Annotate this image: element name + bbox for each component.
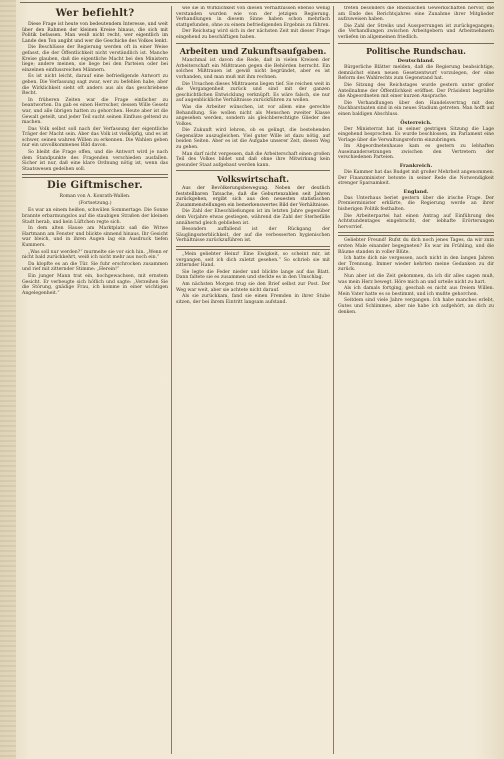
section-divider	[338, 232, 494, 236]
news-paragraph: Die Verhandlungen über den Handelsvertrag mit den Nachbarstaaten sind in ein neues Stadium getreten. Man hofft auf einen baldigen Abschluss.	[338, 100, 494, 117]
section-paragraph: Besonders auffallend ist der Rückgang der Säuglingssterblichkeit, der auf die verbesserten hygienischen Verhältnisse zurückzuführen ist.	[176, 227, 330, 244]
feuilleton-paragraph: Da klopfte es an die Tür. Sie fuhr erschrocken zusammen und rief mit zitternder Stimme: „Herein!“	[22, 261, 168, 273]
feuilleton-heading: Die Giftmischer.	[47, 180, 143, 192]
section-heading-politische-rundschau: Politische Rundschau.	[366, 46, 466, 57]
story-paragraph: Geliebter Freund! Rufst du dich noch jenes Tages, da wir zum ersten Male einander begegneten? Es war im Frühling, und die Bäume standen in voller Blüte.	[338, 238, 494, 255]
feuilleton-continuation: (Fortsetzung.)	[78, 201, 112, 207]
feuilleton-subtitle: Roman von A. Konrath-Wallen.	[59, 194, 131, 200]
story-paragraph: Sie legte die Feder nieder und blickte lange auf das Blatt. Dann faltete sie es zusammen und steckte es in den Umschlag.	[176, 269, 330, 281]
article-paragraph: Die Beschlüsse der Regierung werden oft in einer Weise gefasst, die der Öffentlichkeit nicht verständlich ist. Manche Kreise glauben, daß die eigentliche Macht bei den Ministern liege; andere meinen, sie liege bei den Parteien oder bei einzelnen einflussreichen Männern.	[22, 45, 168, 73]
column-3	[338, 6, 494, 754]
section-heading-volkswirtschaft: Volkswirtschaft.	[216, 174, 290, 185]
country-heading: Deutschland.	[397, 58, 435, 65]
article-paragraph: treten besonders die Rheinischen Gewerkschaften hervor, die am Ende des Berichtsjahres eine Zunahme ihrer Mitglieder aufzuweisen haben.	[338, 6, 494, 23]
page-binding-edge	[0, 0, 16, 759]
story-paragraph: Am nächsten Morgen trug sie den Brief selbst zur Post. Der Weg war weit, aber sie achtete nicht darauf.	[176, 281, 330, 293]
article-paragraph: Die Zahl der Streiks und Aussperrungen ist zurückgegangen; die Verhandlungen zwischen Arbeitgebern und Arbeitnehmern verliefen im allgemeinen friedlich.	[338, 23, 494, 40]
story-paragraph: Als ich damals fortging, geschah es nicht aus freiem Willen. Mein Vater hatte es so bestimmt, und ich mußte gehorchen.	[338, 286, 494, 297]
country-heading: England.	[403, 188, 429, 195]
country-heading: Frankreich.	[399, 163, 433, 170]
article-intro: Diese Frage ist heute von bedeutendem Interesse, und weit über den Rahmen der kleinen Kreise hinaus, die sich mit Politik befassen. Man weiß nicht recht, wer eigentlich im Lande den Ton angibt und wer die Geschicke des Volkes lenkt.	[22, 22, 168, 44]
article-paragraph: Die Zukunft wird lehren, ob es gelingt, die bestehenden Gegensätze auszugleichen. Viel guter Wille ist dazu nötig, auf beiden Seiten. Aber es ist die Aufgabe unserer Zeit, diesen Weg zu gehen.	[176, 128, 330, 151]
news-paragraph: Bürgerliche Blätter melden, daß die Regierung beabsichtige, demnächst einen neuen Gesetzentwurf vorzulegen, der eine Reform des Wahlrechts zum Gegenstand hat.	[338, 65, 494, 82]
article-heading-wer-befiehlt: Wer befiehlt?	[55, 8, 135, 19]
column-divider-2	[333, 6, 334, 754]
top-rule	[20, 2, 494, 3]
country-heading: Österreich.	[400, 119, 432, 126]
feuilleton-paragraph: Es war an einem heißen, schwülen Sommertage. Die Sonne brannte erbarmungslos auf die staubigen Straßen der kleinen Stadt herab, und kein Lüftchen regte sich.	[22, 208, 168, 225]
section-divider	[176, 246, 330, 250]
article-paragraph: So bleibt die Frage offen, und die Antwort wird je nach dem Standpunkte des Fragenden verschieden ausfallen. Sicher ist nur, daß eine klare Ordnung nötig ist, wenn das Staatswesen gedeihen soll.	[22, 150, 168, 172]
story-paragraph: Als sie zurückkam, fand sie einen Fremden in ihrer Stube sitzen, der bei ihrem Eintritt langsam aufstand.	[176, 294, 330, 305]
story-paragraph: „Mein geliebter Heinz! Eine Ewigkeit, so scheint mir, ist vergangen, seit ich dich zuletzt gesehen.“ So schrieb sie mit zitternder Hand.	[176, 251, 330, 269]
column-2	[176, 6, 330, 754]
news-paragraph: Der Ministerrat hat in seiner gestrigen Sitzung die Lage eingehend besprochen. Es wurde beschlossen, im Parlament eine Vorlage über die Verwaltungsreform einzubringen.	[338, 126, 494, 143]
section-divider	[176, 170, 330, 171]
feuilleton-paragraph: In dem alten Hause am Marktplatz saß die Witwe Hartmann am Fenster und blickte sinnend hinaus. Ihr Gesicht war bleich, und in ihren Augen lag ein Ausdruck tiefen Kummers.	[22, 226, 168, 248]
news-paragraph: Im Abgeordnetenhause kam es gestern zu lebhaften Auseinandersetzungen zwischen den Vertretern der verschiedenen Parteien.	[338, 144, 494, 161]
story-paragraph: Ich hatte dich nie vergessen, auch nicht in den langen Jahren der Trennung. Immer wieder kehrten meine Gedanken zu dir zurück.	[338, 256, 494, 273]
news-paragraph: Die Kammer hat das Budget mit großer Mehrheit angenommen. Der Finanzminister betonte in seiner Rede die Notwendigkeit strenger Sparsamkeit.	[338, 170, 494, 187]
section-paragraph: Die Zahl der Eheschließungen ist im letzten Jahre gegenüber dem Vorjahre etwas gestiegen, während die Zahl der Sterbefälle annähernd gleich geblieben ist.	[176, 209, 330, 226]
article-paragraph: Es ist nicht leicht, darauf eine befriedigende Antwort zu geben. Die Verfassung sagt zwar, wer zu befehlen habe, aber die Wirklichkeit sieht oft anders aus als das geschriebene Recht.	[22, 74, 168, 97]
article-paragraph: Das Volk selbst soll nach der Verfassung der eigentliche Träger der Macht sein. Aber das Volk ist vielköpfig, und es ist schwer, seinen wahren Willen zu erkennen. Die Wahlen geben nur ein unvollkommenes Bild davon.	[22, 126, 168, 149]
section-divider	[338, 43, 494, 44]
feuilleton-paragraph: Ein junger Mann trat ein, hochgewachsen, mit ernstem Gesicht. Er verbeugte sich höflich und sagte: „Verzeihen Sie die Störung, gnädige Frau, ich komme in einer wichtigen Angelegenheit.“	[22, 273, 168, 296]
section-divider	[22, 174, 168, 178]
article-paragraph: Die Ursachen dieses Mißtrauens liegen tief. Sie reichen weit in die Vergangenheit zurück und sind mit der ganzen geschichtlichen Entwicklung verknüpft. Es wäre falsch, sie nur auf augenblickliche Verhältnisse zurückführen zu wollen.	[176, 81, 330, 104]
section-intro: Aus der Bevölkerungsbewegung. Neben der deutlich feststellbaren Tatsache, daß die Geburtenzahlen seit Jahren zurückgehen, ergibt sich aus den neuesten statistischen Zusammenstellungen ein bemerkenswertes Bild der Verhältnisse.	[176, 186, 330, 208]
story-paragraph: Seitdem sind viele Jahre vergangen. Ich habe manches erlebt, Gutes und Schlimmes, aber nie habe ich aufgehört, an dich zu denken.	[338, 298, 494, 315]
news-paragraph: Das Unterhaus beriet gestern über die irische Frage. Der Premierminister erklärte, die Regierung werde an ihrer bisherigen Politik festhalten.	[338, 195, 494, 213]
news-paragraph: Die Arbeiterpartei hat einen Antrag auf Einführung des Achtstundentages eingebracht, der lebhafte Erörterungen hervorrief.	[338, 213, 494, 230]
news-paragraph: Die Sitzung des Reichstages wurde gestern unter großer Anteilnahme der Öffentlichkeit eröffnet. Der Präsident begrüßte die Abgeordneten mit einer kurzen Ansprache.	[338, 82, 494, 100]
story-paragraph: Nun aber ist die Zeit gekommen, da ich dir alles sagen muß, was mein Herz bewegt. Höre mich an und urteile nicht zu hart.	[338, 273, 494, 285]
section-divider	[176, 43, 330, 44]
article-paragraph: wie sie in Wirklichkeit von diesen Verhältnissen ebenso wenig verstanden wurden wie von der jetzigen Regierung. Verhandlungen in diesem Sinne haben schon mehrfach stattgefunden, ohne zu einem befriedigenden Ergebnis zu führen.	[176, 6, 330, 28]
article-paragraph: Was die Arbeiter wünschen, ist vor allem eine gerechte Behandlung. Sie wollen nicht als Menschen zweiter Klasse angesehen werden, sondern als gleichberechtigte Glieder des Volkes.	[176, 104, 330, 127]
article-heading-arbeiten: Arbeiten und Zukunftsaufgaben.	[179, 46, 327, 57]
article-paragraph: Man darf nicht vergessen, daß die Arbeiterschaft einen großen Teil des Volkes bildet und daß ohne ihre Mitwirkung kein gesunder Staat aufgebaut werden kann.	[176, 151, 330, 168]
article-paragraph: Der Reichstag wird sich in der nächsten Zeit mit dieser Frage eingehend zu beschäftigen haben.	[176, 29, 330, 40]
column-1	[22, 6, 168, 754]
article-paragraph: In früheren Zeiten war die Frage einfacher zu beantworten. Da gab es einen Herrscher, dessen Wille Gesetz war, und alle übrigen hatten zu gehorchen. Heute aber ist die Gewalt geteilt, und jeder Teil sucht seinen Einfluss geltend zu machen.	[22, 97, 168, 126]
column-divider-1	[171, 6, 172, 754]
article-paragraph: Manchmal ist davon die Rede, daß in vielen Kreisen der Arbeiterschaft ein Mißtrauen gegen die Behörden herrscht. Ein solches Mißtrauen ist gewiß nicht begründet, aber es ist vorhanden, und man muß mit ihm rechnen.	[176, 58, 330, 80]
feuilleton-paragraph: „Was soll nur werden?“ murmelte sie vor sich hin. „Wenn er nicht bald zurückkehrt, weiß ich nicht mehr aus noch ein.“	[22, 249, 168, 261]
